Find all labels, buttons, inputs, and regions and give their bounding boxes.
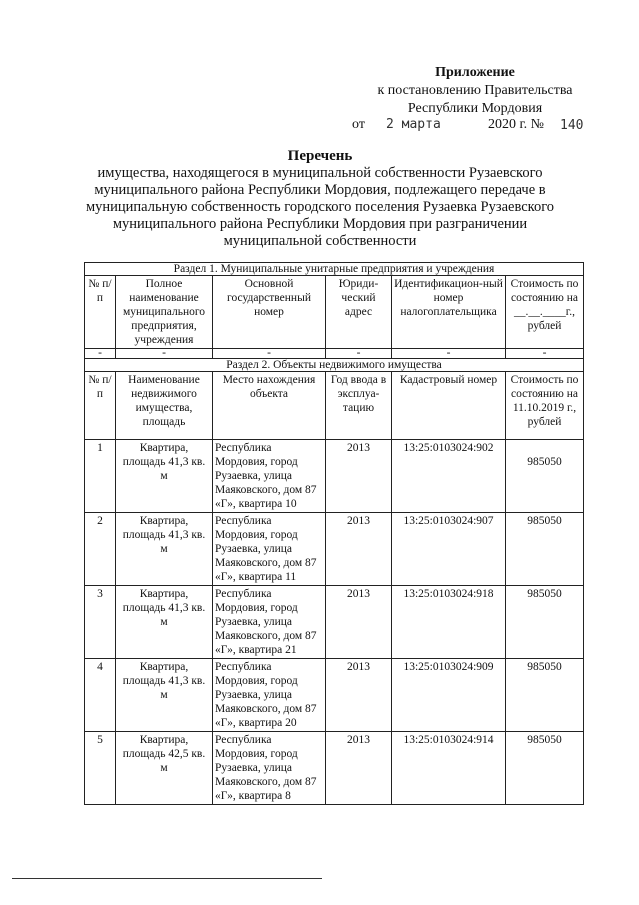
property-address: Республика Мордовия, город Рузаевка, улица Маяковского, дом 87 «Г», квартира 21 xyxy=(213,586,326,659)
heading-line: муниципальную собственность городского поселения Рузаевка Рузаевского xyxy=(85,199,555,215)
column-header: № п/п xyxy=(85,276,116,349)
table-cell: - xyxy=(213,349,326,359)
property-address: Республика Мордовия, город Рузаевка, улица Маяковского, дом 87 «Г», квартира 8 xyxy=(213,732,326,805)
property-table xyxy=(84,262,584,805)
decree-date: 2 марта xyxy=(386,117,441,132)
column-header: Место нахождения объекта xyxy=(213,372,326,440)
table-cell: - xyxy=(85,349,116,359)
property-name: Квартира, площадь 41,3 кв. м xyxy=(116,513,213,586)
document-heading xyxy=(60,148,580,250)
property-address: Республика Мордовия, город Рузаевка, улица Маяковского, дом 87 «Г», квартира 10 xyxy=(213,440,326,513)
decree-number: 140 xyxy=(560,118,584,133)
heading-line: муниципального района Республики Мордовия при разграничении xyxy=(112,216,528,232)
appendix-block xyxy=(340,64,610,118)
table-row xyxy=(85,513,584,586)
heading-line: муниципальной собственности xyxy=(223,233,417,249)
cadastral-number: 13:25:0103024:918 xyxy=(392,586,506,659)
heading-title: Перечень xyxy=(287,148,353,164)
section-2-title: Раздел 2. Объекты недвижимого имущества xyxy=(85,359,584,372)
cadastral-number: 13:25:0103024:907 xyxy=(392,513,506,586)
property-cost: 985050 xyxy=(506,586,584,659)
appendix-line-1: к постановлению Правительства xyxy=(377,83,573,98)
cost-value: 985050 xyxy=(527,456,562,468)
property-cost: 985050 xyxy=(506,513,584,586)
property-cost: 985050 xyxy=(506,659,584,732)
row-number: 3 xyxy=(85,586,116,659)
table-row xyxy=(85,440,584,513)
property-cost: 985050 xyxy=(506,732,584,805)
column-header: Наименование недвижимого имущества, площадь xyxy=(116,372,213,440)
column-header: Год ввода в эксплуа-тацию xyxy=(326,372,392,440)
cadastral-number: 13:25:0103024:902 xyxy=(392,440,506,513)
section-2-header-row xyxy=(85,372,584,440)
section-1-title: Раздел 1. Муниципальные унитарные предприятия и учреждения xyxy=(85,263,584,276)
column-header: Стоимость по состоянию на __.__.____г., рублей xyxy=(506,276,584,349)
table-row xyxy=(85,732,584,805)
decree-from: от xyxy=(352,117,365,132)
property-name: Квартира, площадь 41,3 кв. м xyxy=(116,440,213,513)
cadastral-number: 13:25:0103024:914 xyxy=(392,732,506,805)
column-header: Юриди-ческий адрес xyxy=(326,276,392,349)
table-cell: - xyxy=(326,349,392,359)
commission-year: 2013 xyxy=(326,513,392,586)
heading-line: имущества, находящегося в муниципальной собственности Рузаевского xyxy=(97,165,543,181)
table-cell: - xyxy=(392,349,506,359)
column-header: Стоимость по состоянию на 11.10.2019 г., рублей xyxy=(506,372,584,440)
commission-year: 2013 xyxy=(326,440,392,513)
property-name: Квартира, площадь 41,3 кв. м xyxy=(116,659,213,732)
row-number: 4 xyxy=(85,659,116,732)
decree-year: 2020 г. № xyxy=(488,117,545,132)
property-cost xyxy=(506,440,584,513)
property-name: Квартира, площадь 42,5 кв. м xyxy=(116,732,213,805)
column-header: Основной государственный номер xyxy=(213,276,326,349)
commission-year: 2013 xyxy=(326,732,392,805)
section-1-data-row xyxy=(85,349,584,359)
column-header: Идентификацион-ный номер налогоплательщика xyxy=(392,276,506,349)
table-row xyxy=(85,586,584,659)
row-number: 2 xyxy=(85,513,116,586)
section-1-title-row xyxy=(85,263,584,276)
commission-year: 2013 xyxy=(326,586,392,659)
commission-year: 2013 xyxy=(326,659,392,732)
cadastral-number: 13:25:0103024:909 xyxy=(392,659,506,732)
column-header: № п/п xyxy=(85,372,116,440)
section-2-title-row xyxy=(85,359,584,372)
row-number: 5 xyxy=(85,732,116,805)
section-1-header-row xyxy=(85,276,584,349)
property-name: Квартира, площадь 41,3 кв. м xyxy=(116,586,213,659)
table-row xyxy=(85,659,584,732)
appendix-line-2: Республики Мордовия xyxy=(407,101,543,116)
column-header: Полное наименование муниципального предприятия, учреждения xyxy=(116,276,213,349)
appendix-title: Приложение xyxy=(435,65,515,80)
property-address: Республика Мордовия, город Рузаевка, улица Маяковского, дом 87 «Г», квартира 20 xyxy=(213,659,326,732)
column-header: Кадастровый номер xyxy=(392,372,506,440)
row-number: 1 xyxy=(85,440,116,513)
property-address: Республика Мордовия, город Рузаевка, улица Маяковского, дом 87 «Г», квартира 11 xyxy=(213,513,326,586)
footer-rule xyxy=(12,878,322,879)
table-cell: - xyxy=(116,349,213,359)
heading-line: муниципального района Республики Мордовия, подлежащего передаче в xyxy=(94,182,546,198)
table-cell: - xyxy=(506,349,584,359)
